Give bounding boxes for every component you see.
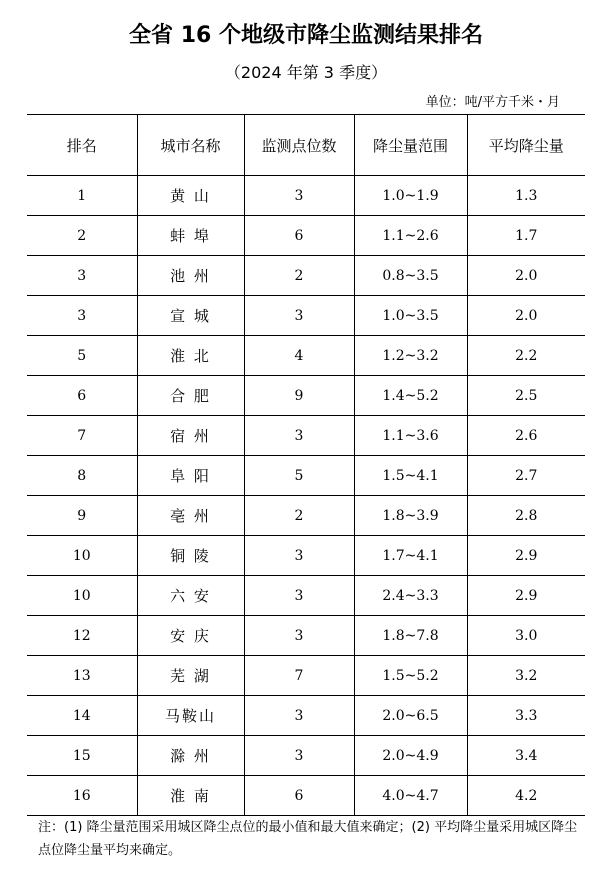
cell-rank: 3 xyxy=(27,296,137,336)
table-row xyxy=(27,616,585,656)
cell-average: 2.9 xyxy=(467,536,585,576)
cell-rank: 10 xyxy=(27,536,137,576)
header-rank: 排名 xyxy=(27,115,137,176)
cell-city: 亳 州 xyxy=(137,496,244,536)
cell-points: 2 xyxy=(244,496,354,536)
cell-average: 4.2 xyxy=(467,776,585,816)
cell-average: 3.2 xyxy=(467,656,585,696)
table-row xyxy=(27,536,585,576)
cell-points: 4 xyxy=(244,336,354,376)
cell-points: 2 xyxy=(244,256,354,296)
cell-average: 1.7 xyxy=(467,216,585,256)
cell-range: 1.8~3.9 xyxy=(354,496,467,536)
cell-range: 1.0~3.5 xyxy=(354,296,467,336)
ranking-table xyxy=(27,114,585,816)
cell-points: 3 xyxy=(244,176,354,216)
cell-range: 2.0~4.9 xyxy=(354,736,467,776)
cell-city: 安 庆 xyxy=(137,616,244,656)
cell-range: 1.0~1.9 xyxy=(354,176,467,216)
cell-range: 1.1~3.6 xyxy=(354,416,467,456)
table-row xyxy=(27,776,585,816)
table-body xyxy=(27,176,585,816)
cell-rank: 6 xyxy=(27,376,137,416)
header-average: 平均降尘量 xyxy=(467,115,585,176)
cell-average: 3.3 xyxy=(467,696,585,736)
cell-average: 2.7 xyxy=(467,456,585,496)
cell-range: 4.0~4.7 xyxy=(354,776,467,816)
cell-points: 6 xyxy=(244,216,354,256)
table-row xyxy=(27,296,585,336)
cell-range: 2.4~3.3 xyxy=(354,576,467,616)
header-city: 城市名称 xyxy=(137,115,244,176)
table-row xyxy=(27,496,585,536)
cell-rank: 5 xyxy=(27,336,137,376)
cell-rank: 12 xyxy=(27,616,137,656)
cell-rank: 9 xyxy=(27,496,137,536)
cell-city: 池 州 xyxy=(137,256,244,296)
table-row xyxy=(27,576,585,616)
cell-rank: 1 xyxy=(27,176,137,216)
cell-average: 3.0 xyxy=(467,616,585,656)
cell-city: 铜 陵 xyxy=(137,536,244,576)
cell-city: 芜 湖 xyxy=(137,656,244,696)
cell-city: 蚌 埠 xyxy=(137,216,244,256)
cell-range: 1.7~4.1 xyxy=(354,536,467,576)
cell-range: 2.0~6.5 xyxy=(354,696,467,736)
cell-points: 3 xyxy=(244,696,354,736)
header-points: 监测点位数 xyxy=(244,115,354,176)
cell-city: 淮 北 xyxy=(137,336,244,376)
cell-city: 马鞍山 xyxy=(137,696,244,736)
cell-range: 0.8~3.5 xyxy=(354,256,467,296)
document-subtitle: （2024 年第 3 季度） xyxy=(224,63,388,82)
table-row xyxy=(27,336,585,376)
cell-average: 2.8 xyxy=(467,496,585,536)
cell-points: 6 xyxy=(244,776,354,816)
cell-city: 淮 南 xyxy=(137,776,244,816)
cell-rank: 14 xyxy=(27,696,137,736)
cell-rank: 2 xyxy=(27,216,137,256)
cell-city: 宣 城 xyxy=(137,296,244,336)
cell-rank: 7 xyxy=(27,416,137,456)
cell-rank: 10 xyxy=(27,576,137,616)
table-row xyxy=(27,456,585,496)
cell-rank: 13 xyxy=(27,656,137,696)
cell-city: 滁 州 xyxy=(137,736,244,776)
footnote: 注：(1) 降尘量范围采用城区降尘点位的最小值和最大值来确定；(2) 平均降尘量采用城区降尘点位降尘量平均来确定。 xyxy=(38,820,578,858)
table-row xyxy=(27,216,585,256)
table-row xyxy=(27,416,585,456)
table-row xyxy=(27,736,585,776)
cell-points: 3 xyxy=(244,416,354,456)
table-row xyxy=(27,176,585,216)
cell-points: 3 xyxy=(244,736,354,776)
cell-range: 1.5~4.1 xyxy=(354,456,467,496)
cell-average: 3.4 xyxy=(467,736,585,776)
header-range: 降尘量范围 xyxy=(354,115,467,176)
unit-label: 单位：吨/平方千米・月 xyxy=(425,95,560,110)
cell-points: 3 xyxy=(244,616,354,656)
cell-city: 阜 阳 xyxy=(137,456,244,496)
cell-rank: 3 xyxy=(27,256,137,296)
cell-rank: 15 xyxy=(27,736,137,776)
cell-city: 黄 山 xyxy=(137,176,244,216)
cell-average: 1.3 xyxy=(467,176,585,216)
cell-rank: 16 xyxy=(27,776,137,816)
cell-average: 2.0 xyxy=(467,296,585,336)
cell-average: 2.5 xyxy=(467,376,585,416)
cell-city: 六 安 xyxy=(137,576,244,616)
cell-city: 合 肥 xyxy=(137,376,244,416)
cell-points: 3 xyxy=(244,296,354,336)
cell-range: 1.1~2.6 xyxy=(354,216,467,256)
cell-average: 2.0 xyxy=(467,256,585,296)
cell-range: 1.5~5.2 xyxy=(354,656,467,696)
table-row xyxy=(27,656,585,696)
cell-range: 1.8~7.8 xyxy=(354,616,467,656)
cell-range: 1.2~3.2 xyxy=(354,336,467,376)
table-row xyxy=(27,256,585,296)
cell-rank: 8 xyxy=(27,456,137,496)
cell-points: 3 xyxy=(244,536,354,576)
table-row xyxy=(27,376,585,416)
table-header-row xyxy=(27,115,585,176)
table-row xyxy=(27,696,585,736)
cell-average: 2.6 xyxy=(467,416,585,456)
cell-average: 2.2 xyxy=(467,336,585,376)
cell-points: 5 xyxy=(244,456,354,496)
cell-range: 1.4~5.2 xyxy=(354,376,467,416)
cell-points: 3 xyxy=(244,576,354,616)
cell-average: 2.9 xyxy=(467,576,585,616)
cell-points: 9 xyxy=(244,376,354,416)
document-title: 全省 16 个地级市降尘监测结果排名 xyxy=(129,23,483,48)
cell-points: 7 xyxy=(244,656,354,696)
cell-city: 宿 州 xyxy=(137,416,244,456)
